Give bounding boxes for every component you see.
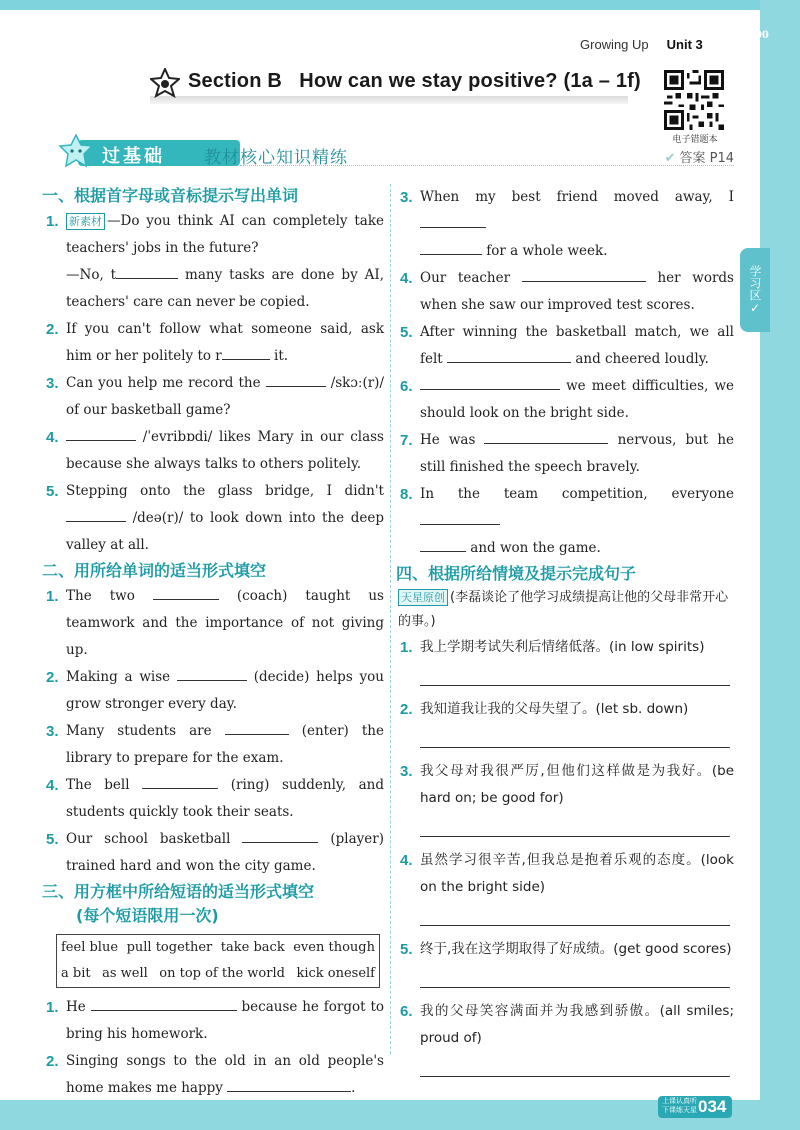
question-text: When my best friend moved away, I [420,189,734,205]
check-icon: ✔ [664,151,676,166]
question-number: 5. [400,324,413,341]
answer-blank[interactable] [66,424,136,441]
question-text: 我知道我让我的父母失望了。(let sb. down) [420,701,689,717]
part4-question-3 [396,758,734,812]
part4-question-6 [396,998,734,1052]
question-text: many tasks are done by AI, teachers' care can never be copied. [66,267,385,310]
phrase: feel blue [61,940,119,955]
answer-blank[interactable] [522,265,646,282]
question-text: it. [269,348,289,364]
answer-blank[interactable] [420,535,466,552]
question-text: for a whole week. [482,243,608,259]
question-text: Singing songs to the old in an old people's home makes me happy [66,1053,384,1096]
original-tag: 天星原创 [398,589,448,606]
phrase: even though [293,940,375,955]
question-number: 3. [46,375,59,392]
question-text: The bell [66,777,143,793]
page-number [658,1096,732,1118]
running-head [580,37,703,52]
unit-label: Unit 3 [666,37,703,52]
part1-question-3 [42,370,384,424]
phrase: a bit [61,966,91,981]
question-number: 6. [400,1003,413,1020]
part2-question-4 [42,772,384,826]
section-star-icon [150,68,180,98]
part1-heading: 一、根据首字母或音标提示写出单词 [42,186,299,205]
banner-title: 过基础 [102,146,165,167]
phrase: as well [102,966,148,981]
page-top-edge [0,0,800,10]
question-number: 3. [400,189,413,206]
question-text: If you can't follow what someone said, ask him or her politely to r [66,321,384,364]
phrase-row [61,935,375,961]
question-text: /deə(r)/ to look down into the deep valley at all. [66,510,384,553]
part3-question-2 [42,1048,384,1102]
module-banner [58,138,734,168]
phrase: pull together [126,940,213,955]
answer-line[interactable] [420,1064,730,1077]
question-number: 4. [46,429,59,446]
answer-blank[interactable] [242,826,318,843]
question-number: 4. [400,270,413,287]
part3-question-1 [42,994,384,1048]
question-text: He [66,999,91,1015]
answer-blank[interactable] [116,262,178,279]
question-text: (enter) the library to prepare for the exam. [66,723,384,766]
answer-blank[interactable] [266,370,326,387]
part3-heading: 三、用方框中所给短语的适当形式填空 [42,882,315,901]
part4-context [396,586,734,634]
part3-question-5 [396,319,734,373]
answer-blank[interactable] [222,343,270,360]
phrase: kick oneself [296,966,375,981]
phrase: on top of the world [159,966,285,981]
question-number: 1. [46,213,59,230]
question-text: Stepping onto the glass bridge, I didn't [66,483,384,499]
question-text: (ring) suddenly, and students quickly took their seats. [66,777,384,820]
question-number: 6. [400,378,413,395]
question-text: (coach) taught us teamwork and the importance of not giving up. [66,588,384,658]
banner-dotted-line [240,165,734,166]
phrase: take back [220,940,285,955]
answer-blank[interactable] [420,211,486,228]
answer-blank[interactable] [153,583,219,600]
answer-blank[interactable] [420,238,482,255]
corner-logo: 100 [748,30,769,41]
section-underline [150,96,628,104]
question-text: and cheered loudly. [571,351,709,367]
question-text: we meet difficulties, we should look on the bright side. [420,378,734,421]
question-number: 3. [46,723,59,740]
qr-code-icon[interactable] [664,70,724,130]
section-title: Section B How can we stay positive? (1a – 1f) [188,70,641,92]
answer-line[interactable] [420,975,730,988]
question-text: Making a wise [66,669,177,685]
question-text: After winning the basketball match, we all felt [420,324,734,367]
question-text: 我的父母笑容满面并为我感到骄傲。(all smiles; proud of) [420,1003,734,1046]
question-text: Our teacher [420,270,522,286]
answer-blank[interactable] [177,664,247,681]
part1-question-4 [42,424,384,478]
question-number: 4. [400,852,413,869]
question-number: 2. [46,669,59,686]
question-number: 7. [400,432,413,449]
right-column [396,184,734,1087]
answer-blank[interactable] [227,1075,351,1092]
question-text: The two [66,588,153,604]
check-icon: ✓ [749,301,761,315]
question-text: her words when she saw our improved test scores. [420,270,734,313]
phrase-row [61,961,375,987]
part4-question-5 [396,936,734,963]
question-number: 1. [400,639,413,656]
question-text: Many students are [66,723,225,739]
question-text: /ˈevribɒdi/ likes Mary in our class because she always talks to others politely. [66,429,384,472]
slogan-line: 上课认真听 [662,1097,697,1105]
question-text: —No, t [66,267,117,283]
part2-question-2 [42,664,384,718]
answer-reference-text: 答案 P14 [679,151,734,166]
answer-blank[interactable] [142,772,218,789]
part2-question-1 [42,583,384,664]
part4-heading: 四、根据所给情境及提示完成句子 [396,564,637,583]
part3-question-8 [396,481,734,562]
mascot-icon [58,134,94,168]
question-text: (decide) helps you grow stronger every day. [66,669,384,712]
question-text: because he forgot to bring his homework. [66,999,384,1042]
page-right-edge [760,0,800,1130]
side-tab-study-zone [740,248,770,332]
part3-question-4 [396,265,734,319]
answer-blank[interactable] [420,373,560,390]
part2-heading: 二、用所给单词的适当形式填空 [42,561,267,580]
answer-blank[interactable] [447,346,571,363]
question-text: —Do you think AI can completely take teachers' jobs in the future? [66,213,384,256]
slogan-line: 下课练天星 [662,1106,697,1114]
part3-question-3 [396,184,734,265]
question-number: 3. [400,763,413,780]
question-text: Our school basketball [66,831,243,847]
part4-question-1 [396,634,734,661]
question-number: 2. [46,321,59,338]
question-number: 8. [400,486,413,503]
page-slogan [662,1097,697,1115]
question-number: 1. [46,999,59,1016]
column-divider [390,184,391,1054]
answer-blank[interactable] [91,994,237,1011]
answer-reference [665,147,734,166]
question-text: 终于,我在这学期取得了好成绩。(get good scores) [420,941,732,957]
part4-question-2 [396,696,734,723]
question-number: 2. [46,1053,59,1070]
unit-topic: Growing Up [580,37,649,52]
question-number: 5. [400,941,413,958]
question-text: /skɔː(r)/ of our basketball game? [66,375,384,418]
question-text: Can you help me record the [66,375,266,391]
banner-subtitle: 教材核心知识精练 [204,148,348,168]
question-number: 1. [46,588,59,605]
answer-line[interactable] [420,673,730,686]
new-material-tag: 新素材 [66,213,105,230]
question-text: nervous, but he still finished the speech bravely. [420,432,734,475]
side-tab-label: 学习区 [748,265,762,301]
answer-blank[interactable] [484,427,608,444]
question-number: 5. [46,483,59,500]
qr-caption: 电子错题本 [672,135,718,145]
part3-question-7 [396,427,734,481]
question-text: 虽然学习很辛苦,但我总是抱着乐观的态度。(look on the bright side) [420,852,734,895]
part1-question-1 [42,208,384,316]
section-header [150,66,641,106]
part2-question-3 [42,718,384,772]
context-text: (李磊谈论了他学习成绩提高让他的父母非常开心的事。) [398,590,729,629]
part4-question-4 [396,847,734,901]
part2-question-5 [42,826,384,880]
part3-question-6 [396,373,734,427]
question-number: 4. [46,777,59,794]
part1-question-2 [42,316,384,370]
question-text: 我父母对我很严厉,但他们这样做是为我好。(be hard on; be good for) [420,763,734,806]
question-text: . [351,1080,356,1096]
question-text: He was [420,432,485,448]
answer-blank[interactable] [66,505,126,522]
question-text: (player) trained hard and won the city game. [66,831,384,874]
question-text: In the team competition, everyone [420,486,734,502]
question-text: 我上学期考试失利后情绪低落。(in low spirits) [420,639,705,655]
answer-line[interactable] [420,824,730,837]
question-text: and won the game. [466,540,601,556]
answer-line[interactable] [420,735,730,748]
answer-blank[interactable] [420,508,500,525]
phrase-box [56,934,380,988]
answer-line[interactable] [420,913,730,926]
question-number: 5. [46,831,59,848]
question-number: 2. [400,701,413,718]
left-column [42,184,384,1102]
part1-question-5 [42,478,384,559]
answer-blank[interactable] [225,718,289,735]
page-number-text: 034 [698,1097,727,1116]
part3-subheading: (每个短语限用一次) [76,906,219,925]
